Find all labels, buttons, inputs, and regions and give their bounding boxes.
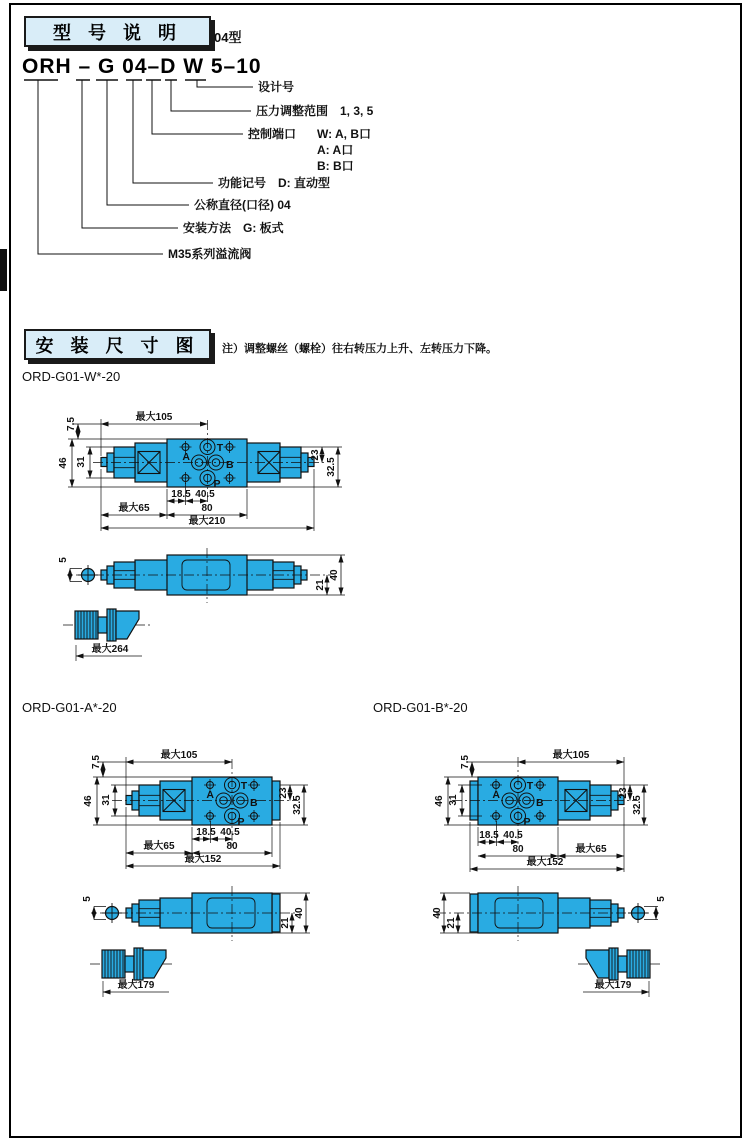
dim-31-w: 31 <box>76 456 87 468</box>
dim-5-w: 5 <box>58 557 69 563</box>
dim-325-w: 32.5 <box>326 457 337 477</box>
dim-325-b: 32.5 <box>632 795 643 815</box>
callout-control-port-a: A: A口 <box>317 143 354 157</box>
port-p-a: P <box>237 816 245 828</box>
dim-75-b: 7.5 <box>460 755 471 769</box>
model-label-a: ORD-G01-A*-20 <box>22 700 117 715</box>
model-label-b: ORD-G01-B*-20 <box>373 700 468 715</box>
dim-knob-a: 最大179 <box>117 980 155 991</box>
port-p-b: P <box>523 816 531 828</box>
dim-max65-a: 最大65 <box>143 841 175 852</box>
dim-405-w: 40.5 <box>195 489 215 500</box>
dim-23-a: 23 <box>278 787 289 799</box>
dim-max105-b: 最大105 <box>552 750 590 761</box>
diagram-a-top-view <box>83 748 308 869</box>
diagram-b-side-view <box>432 886 667 941</box>
callout-lines <box>24 80 253 254</box>
section-title-model-explanation-text: 型 号 说 明 <box>52 22 182 43</box>
dim-total-w: 最大210 <box>188 516 226 527</box>
dim-max65-b: 最大65 <box>575 844 607 855</box>
callout-pressure-range: 压力调整范围 1, 3, 5 <box>256 104 374 118</box>
port-t-w: T <box>216 442 224 454</box>
diagram-a-side-view <box>82 886 310 941</box>
dim-31-b: 31 <box>448 794 459 806</box>
dim-21-a: 21 <box>280 917 291 929</box>
dim-31-a: 31 <box>101 794 112 806</box>
callout-control-port: 控制端口 <box>248 127 297 141</box>
dim-46-b: 46 <box>434 795 445 807</box>
dim-185-w: 18.5 <box>171 489 191 500</box>
dim-max105-a: 最大105 <box>160 750 198 761</box>
dim-405-b: 40.5 <box>503 830 523 841</box>
diagram-b-top-view <box>434 748 648 872</box>
port-t-b: T <box>526 780 534 792</box>
callout-control-port-b: B: B口 <box>317 159 354 173</box>
callout-mounting: 安装方法 G: 板式 <box>183 221 284 235</box>
port-b-a: B <box>250 797 258 809</box>
callout-diameter: 公称直径(口径) 04 <box>194 198 291 212</box>
dim-80-a: 80 <box>226 841 238 852</box>
callout-series: M35系列溢流阀 <box>168 247 252 261</box>
model-label-w: ORD-G01-W*-20 <box>22 369 121 384</box>
adjust-note: 注）调整螺丝（螺栓）往右转压力上升、左转压力下降。 <box>222 343 497 355</box>
dim-185-b: 18.5 <box>479 830 499 841</box>
diagram-w-top-view <box>58 410 342 531</box>
dim-5-b: 5 <box>656 896 667 902</box>
diagram-a-knob-detail <box>90 948 172 997</box>
type-tag: 04型 <box>214 30 242 45</box>
dim-46-a: 46 <box>83 795 94 807</box>
dim-80-b: 80 <box>512 844 524 855</box>
port-b-b: B <box>536 797 544 809</box>
dim-325-a: 32.5 <box>292 795 303 815</box>
adjuster-end-view-a <box>102 903 122 923</box>
port-p-w: P <box>213 478 221 490</box>
dim-total-a: 最大152 <box>184 854 222 865</box>
dim-75-a: 7.5 <box>91 755 102 769</box>
dim-40-b: 40 <box>432 907 443 919</box>
dim-75-w: 7.5 <box>66 417 77 431</box>
dim-405-a: 40.5 <box>220 827 240 838</box>
port-a-a: A <box>206 789 214 801</box>
dim-80-w: 80 <box>201 503 213 514</box>
dim-23-b: 23 <box>618 787 629 799</box>
dim-23-w: 23 <box>310 449 321 461</box>
adjuster-end-view-b <box>628 903 648 923</box>
dim-max105-w: 最大105 <box>135 412 173 423</box>
dim-185-a: 18.5 <box>196 827 216 838</box>
port-a-b: A <box>492 789 500 801</box>
adjuster-end-view-w <box>78 565 98 585</box>
dim-knob-b: 最大179 <box>594 980 632 991</box>
port-a-w: A <box>182 451 190 463</box>
callout-control-port-w: W: A, B口 <box>317 127 371 141</box>
callout-design-no: 设计号 <box>258 80 295 94</box>
dim-total-b: 最大152 <box>526 857 564 868</box>
dim-40-a: 40 <box>294 907 305 919</box>
diagram-b-knob-detail <box>578 948 662 997</box>
port-t-a: T <box>240 780 248 792</box>
section-title-dimensions-text: 安 装 尺 寸 图 <box>35 335 200 356</box>
dim-21-b: 21 <box>446 917 457 929</box>
model-code: ORH – G 04–D W 5–10 <box>22 55 262 78</box>
dim-5-a: 5 <box>82 896 93 902</box>
diagram-w-knob-detail <box>63 609 150 661</box>
dim-40-w: 40 <box>329 569 340 581</box>
dim-max65-w: 最大65 <box>118 503 150 514</box>
callout-function-code: 功能记号 D: 直动型 <box>218 176 330 190</box>
dim-knob-w: 最大264 <box>91 644 129 655</box>
port-b-w: B <box>226 459 234 471</box>
diagram-w-side-view <box>58 548 345 603</box>
dim-21-w: 21 <box>315 579 326 591</box>
dim-46-w: 46 <box>58 457 69 469</box>
